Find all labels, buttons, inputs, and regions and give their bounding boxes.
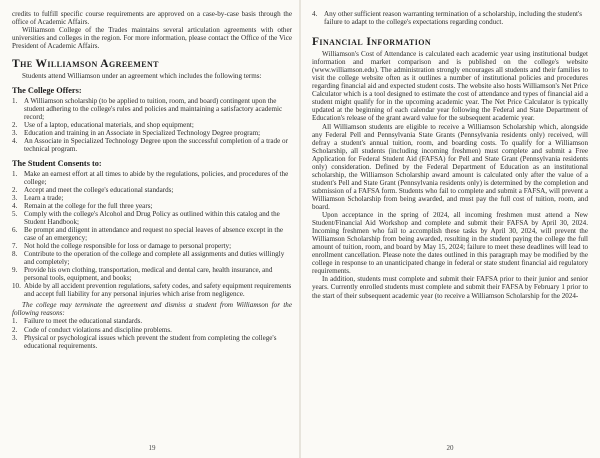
list-text: Be prompt and diligent in attendance and request no special leaves of absence except in the case of an emergency; — [24, 225, 284, 242]
list-text: Contribute to the operation of the college and complete all assignments and duties willingly and completely; — [24, 250, 285, 267]
list-item — [12, 334, 292, 350]
left-page — [12, 10, 292, 458]
list-text: Code of conduct violations and discipline problems. — [24, 325, 172, 334]
page-number: 19 — [148, 444, 156, 452]
list-number: 1. — [12, 96, 18, 105]
list-text: Education and training in an Associate in Specialized Technology Degree program; — [24, 128, 261, 137]
list-item — [12, 226, 292, 242]
list-item — [12, 97, 292, 121]
list-text: Physical or psychological issues which prevent the student from completing the college's educational requirements. — [24, 333, 277, 350]
list-number: 2. — [12, 185, 18, 194]
list-text: Remain at the college for the full three years; — [24, 201, 153, 210]
list-item — [12, 186, 292, 194]
list-text: Failure to meet the educational standards. — [24, 317, 143, 326]
list-text: Make an earnest effort at all times to abide by the regulations, policies, and procedures of the college; — [24, 169, 289, 186]
college-offers-list — [12, 97, 292, 153]
page-gutter — [299, 0, 301, 458]
list-item — [12, 194, 292, 202]
student-consents-list — [12, 170, 292, 299]
list-item — [12, 121, 292, 129]
list-number: 4. — [312, 10, 318, 18]
list-text: Use of a laptop, educational materials, and shop equipment; — [24, 120, 194, 129]
student-consents-heading: The Student Consents to: — [12, 159, 102, 169]
list-number: 2. — [12, 120, 18, 129]
list-item — [12, 170, 292, 186]
list-number: 10. — [12, 282, 21, 291]
list-number: 9. — [12, 266, 18, 275]
list-text: Not hold the college responsible for loss or damage to personal property; — [24, 242, 232, 251]
financial-paragraph-4: In addition, students must complete and submit their FAFSA prior to their junior and senior years. Currently enrolled students must complete and submit their FAFSA by February 1 prior to the start of their subsequent academic year (to receive a Williamson Scholarship for the 2024- — [312, 275, 588, 300]
list-text: Comply with the college's Alcohol and Drug Policy as outlined within this catalog and the Student Handbook; — [24, 209, 280, 226]
list-number: 4. — [12, 137, 18, 146]
list-number: 1. — [12, 317, 18, 326]
financial-paragraph-3: Upon acceptance in the spring of 2024, all incoming freshmen must attend a New Student/Financial Aid Workshop and complete and submit their FAFSA by April 30, 2024. Incoming freshmen who fail to accomplish these tasks by April 30, 2024, will prevent the Williamson Scholarship from being awarded, resulting in the student paying the college the full amount of tuition, room, and board by May 15, 2024; failure to meet these deadlines will lead to enrollment cancellation. Please note the dates outlined in this paragraph may be modified by the college in response to an unanticipated change in federal or state student financial aid regulatory requirements. — [312, 211, 588, 276]
list-item — [12, 210, 292, 226]
list-text: Learn a trade; — [24, 193, 64, 202]
terminate-reasons-continued — [312, 10, 588, 26]
list-text: An Associate in Specialized Technology Degree upon the successful completion of a trade or technical program. — [24, 137, 288, 154]
list-item — [12, 250, 292, 266]
terminate-note: The college may terminate the agreement and dismiss a student from Williamson for the following reasons: — [12, 301, 292, 318]
list-text: Accept and meet the college's educational standards; — [24, 185, 174, 194]
list-item — [12, 202, 292, 210]
intro-paragraph-1: credits to fulfill specific course requirements are approved on a case-by-case basis through the office of Academic Affairs. — [12, 10, 292, 27]
intro-paragraph-2: Williamson College of the Trades maintains several articulation agreements with other universities and colleges in the region. For more information, please contact the Office of the Vice President of Academic Affairs. — [12, 26, 292, 51]
list-item — [12, 317, 292, 325]
list-text: Any other sufficient reason warranting termination of a scholarship, including the student's failure to adapt to the college's expectations regarding conduct. — [324, 10, 583, 27]
list-number: 1. — [12, 169, 18, 178]
list-text: Abide by all accident prevention regulations, safety codes, and safety equipment requirements and accept full liability for any personal injuries which arise from negligence. — [24, 282, 292, 299]
list-number: 3. — [12, 193, 18, 202]
list-number: 6. — [12, 225, 18, 234]
list-item — [12, 242, 292, 250]
list-text: A Williamson scholarship (to be applied to tuition, room, and board) contingent upon the student adhering to the college's rules and policies and maintaining a satisfactory academic record; — [24, 96, 283, 121]
list-number: 4. — [12, 201, 18, 210]
list-text: Provide his own clothing, transportation, medical and dental care, health insurance, and personal tools, equipment, and books; — [24, 266, 273, 283]
agreement-intro: Students attend Williamson under an agreement which includes the following terms: — [22, 72, 262, 81]
list-item — [12, 326, 292, 334]
college-offers-heading: The College Offers: — [12, 86, 82, 96]
list-number: 7. — [12, 242, 18, 251]
financial-paragraph-2: All Williamson students are eligible to receive a Williamson Scholarship which, alongside any Federal Pell and Pennsylvania State Grants (Pennsylvania residents only) received, will defray a student's annual tuition, room, and boarding costs. To qualify for a Williamson Scholarship, all students (including incoming freshmen) must complete and submit a Free Application for Federal Student Aid (FAFSA) for Pell and State Grant (Pennsylvania residents only) consideration. Defined by the Federal Department of Education as an institutional scholarship, the Williamson Scholarship award amount is calculated only after the value of a student's Pell and State Grant (Pennsylvania residents only) is determined by the completion and submission of a FAFSA form. Students who fail to complete and submit a FAFSA, will prevent a Williamson Scholarship from being awarded, and must pay the full cost of tuition, room, and board. — [312, 122, 588, 211]
list-number: 3. — [12, 333, 18, 342]
financial-heading: Financial Information — [312, 36, 432, 49]
list-item — [12, 137, 292, 153]
terminate-reasons-list — [12, 317, 292, 349]
list-number: 2. — [12, 325, 18, 334]
list-number: 8. — [12, 250, 18, 259]
financial-paragraph-1: Williamson's Cost of Attendance is calculated each academic year using institutional budget information and market comparison and is published on the college's website (www.williamson.edu). The administration strongly encourages all students and their families to visit the college website often as it outlines a number of institutional policies and procedures regarding financial aid and expected student costs. The website also hosts Williamson's Net Price Calculator which is a tool designed to estimate the cost of attendance and types of financial aid a student might qualify for in the upcoming academic year. The Net Price Calculator is typically updated at the beginning of each calendar year following the Federal and State Department of Education's release of the grant award value for the subsequent academic year. — [312, 50, 588, 123]
page-number: 20 — [446, 444, 454, 452]
list-item — [12, 266, 292, 282]
list-number: 5. — [12, 209, 18, 218]
list-number: 3. — [12, 128, 18, 137]
list-item — [12, 282, 292, 298]
right-page — [312, 10, 588, 458]
list-item — [12, 129, 292, 137]
agreement-heading: The Williamson Agreement — [12, 58, 159, 71]
list-item — [312, 10, 588, 26]
